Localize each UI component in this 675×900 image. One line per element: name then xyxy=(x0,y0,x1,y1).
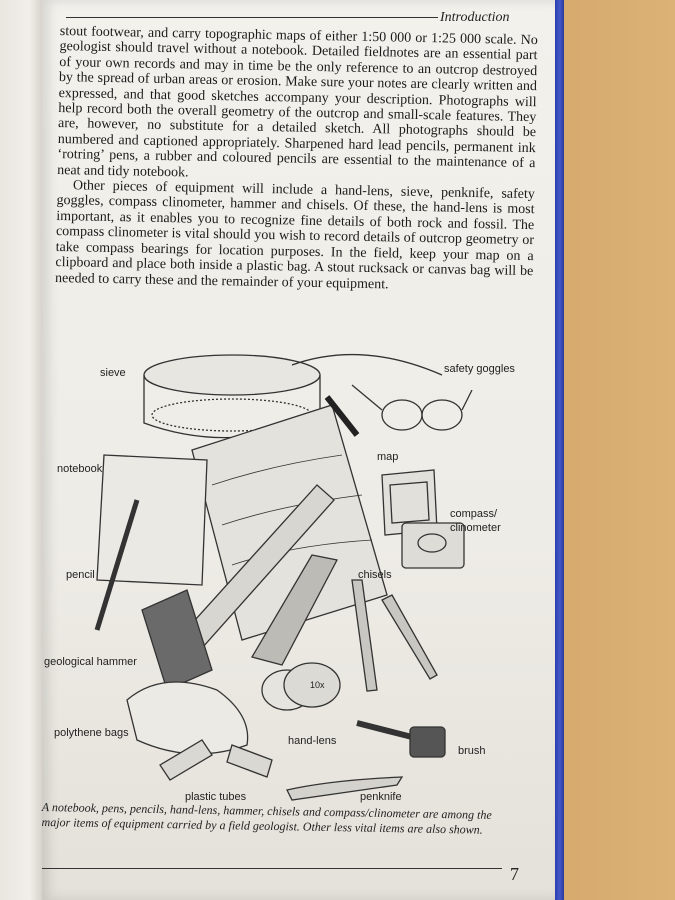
label-map: map xyxy=(377,451,399,463)
page-number: 7 xyxy=(510,864,519,884)
label-geological-hammer: geological hammer xyxy=(44,656,137,668)
label-notebook: notebook xyxy=(57,463,103,475)
hand-lens-drawing xyxy=(262,663,340,710)
label-penknife: penknife xyxy=(360,791,402,803)
notebook-drawing xyxy=(97,455,207,585)
label-plastic-tubes: plastic tubes xyxy=(185,791,247,803)
label-pencil: pencil xyxy=(66,569,95,581)
book-page xyxy=(42,0,557,900)
label-hand-lens: hand-lens xyxy=(288,735,337,747)
brush-drawing xyxy=(357,723,445,757)
label-safety-goggles: safety goggles xyxy=(444,363,515,375)
previous-page-edge xyxy=(0,0,43,900)
footer-rule xyxy=(42,868,502,869)
header-rule xyxy=(66,17,438,18)
paragraph-1: stout footwear, and carry topographic maps of either 1:50 000 or 1:25 000 scale. No geologist should travel without a notebook. Detailed fieldnotes are an essential part of your own records and may in time be the only reference to an outcrop destroyed by the spread of urban areas or erosion. Make sure your notes are clearly written and expressed, and that good sketches accompany your description. Photographs will help record both the overall geometry of the outcrop and small-scale features. They are, however, no substitute for a detailed sketch. All photographs should be numbered and captioned appropriately. Sharpened hard lead pencils, permanent ink ‘rotring’ pens, a rubber and coloured pencils are essential to the maintenance of a neat and tidy notebook. xyxy=(57,24,538,181)
equipment-illustration xyxy=(42,345,557,805)
label-sieve: sieve xyxy=(100,367,126,379)
running-head: Introduction xyxy=(440,10,510,25)
figure-caption: A notebook, pens, pencils, hand-lens, hammer, chisels and compass/clinometer are among the major items of equipment carried by a field geologist. Other less vital items are also shown. xyxy=(41,800,492,837)
label-chisels: chisels xyxy=(358,569,392,581)
label-compass-clinometer: compass/ clinometer xyxy=(450,508,501,534)
lens-marking: 10x xyxy=(310,680,325,690)
bags-drawing xyxy=(127,682,248,754)
book-cover-edge xyxy=(555,0,564,900)
body-text xyxy=(55,24,538,295)
paragraph-2: Other pieces of equipment will include a hand-lens, sieve, penknife, safety goggles, compass clinometer, hammer and chisels. Of these, the hand-lens is most important, as it enables you to recognize fine details of both rock and fossil. The compass clinometer is vital should you wish to record details of outcrop geometry or take compass bearings for location purposes. In the field, keep your map on a clipboard and place both inside a plastic bag. A stout rucksack or canvas bag will be needed to carry these and the remainder of your equipment. xyxy=(54,178,535,292)
label-brush: brush xyxy=(458,745,486,757)
label-polythene-bags: polythene bags xyxy=(54,727,129,739)
